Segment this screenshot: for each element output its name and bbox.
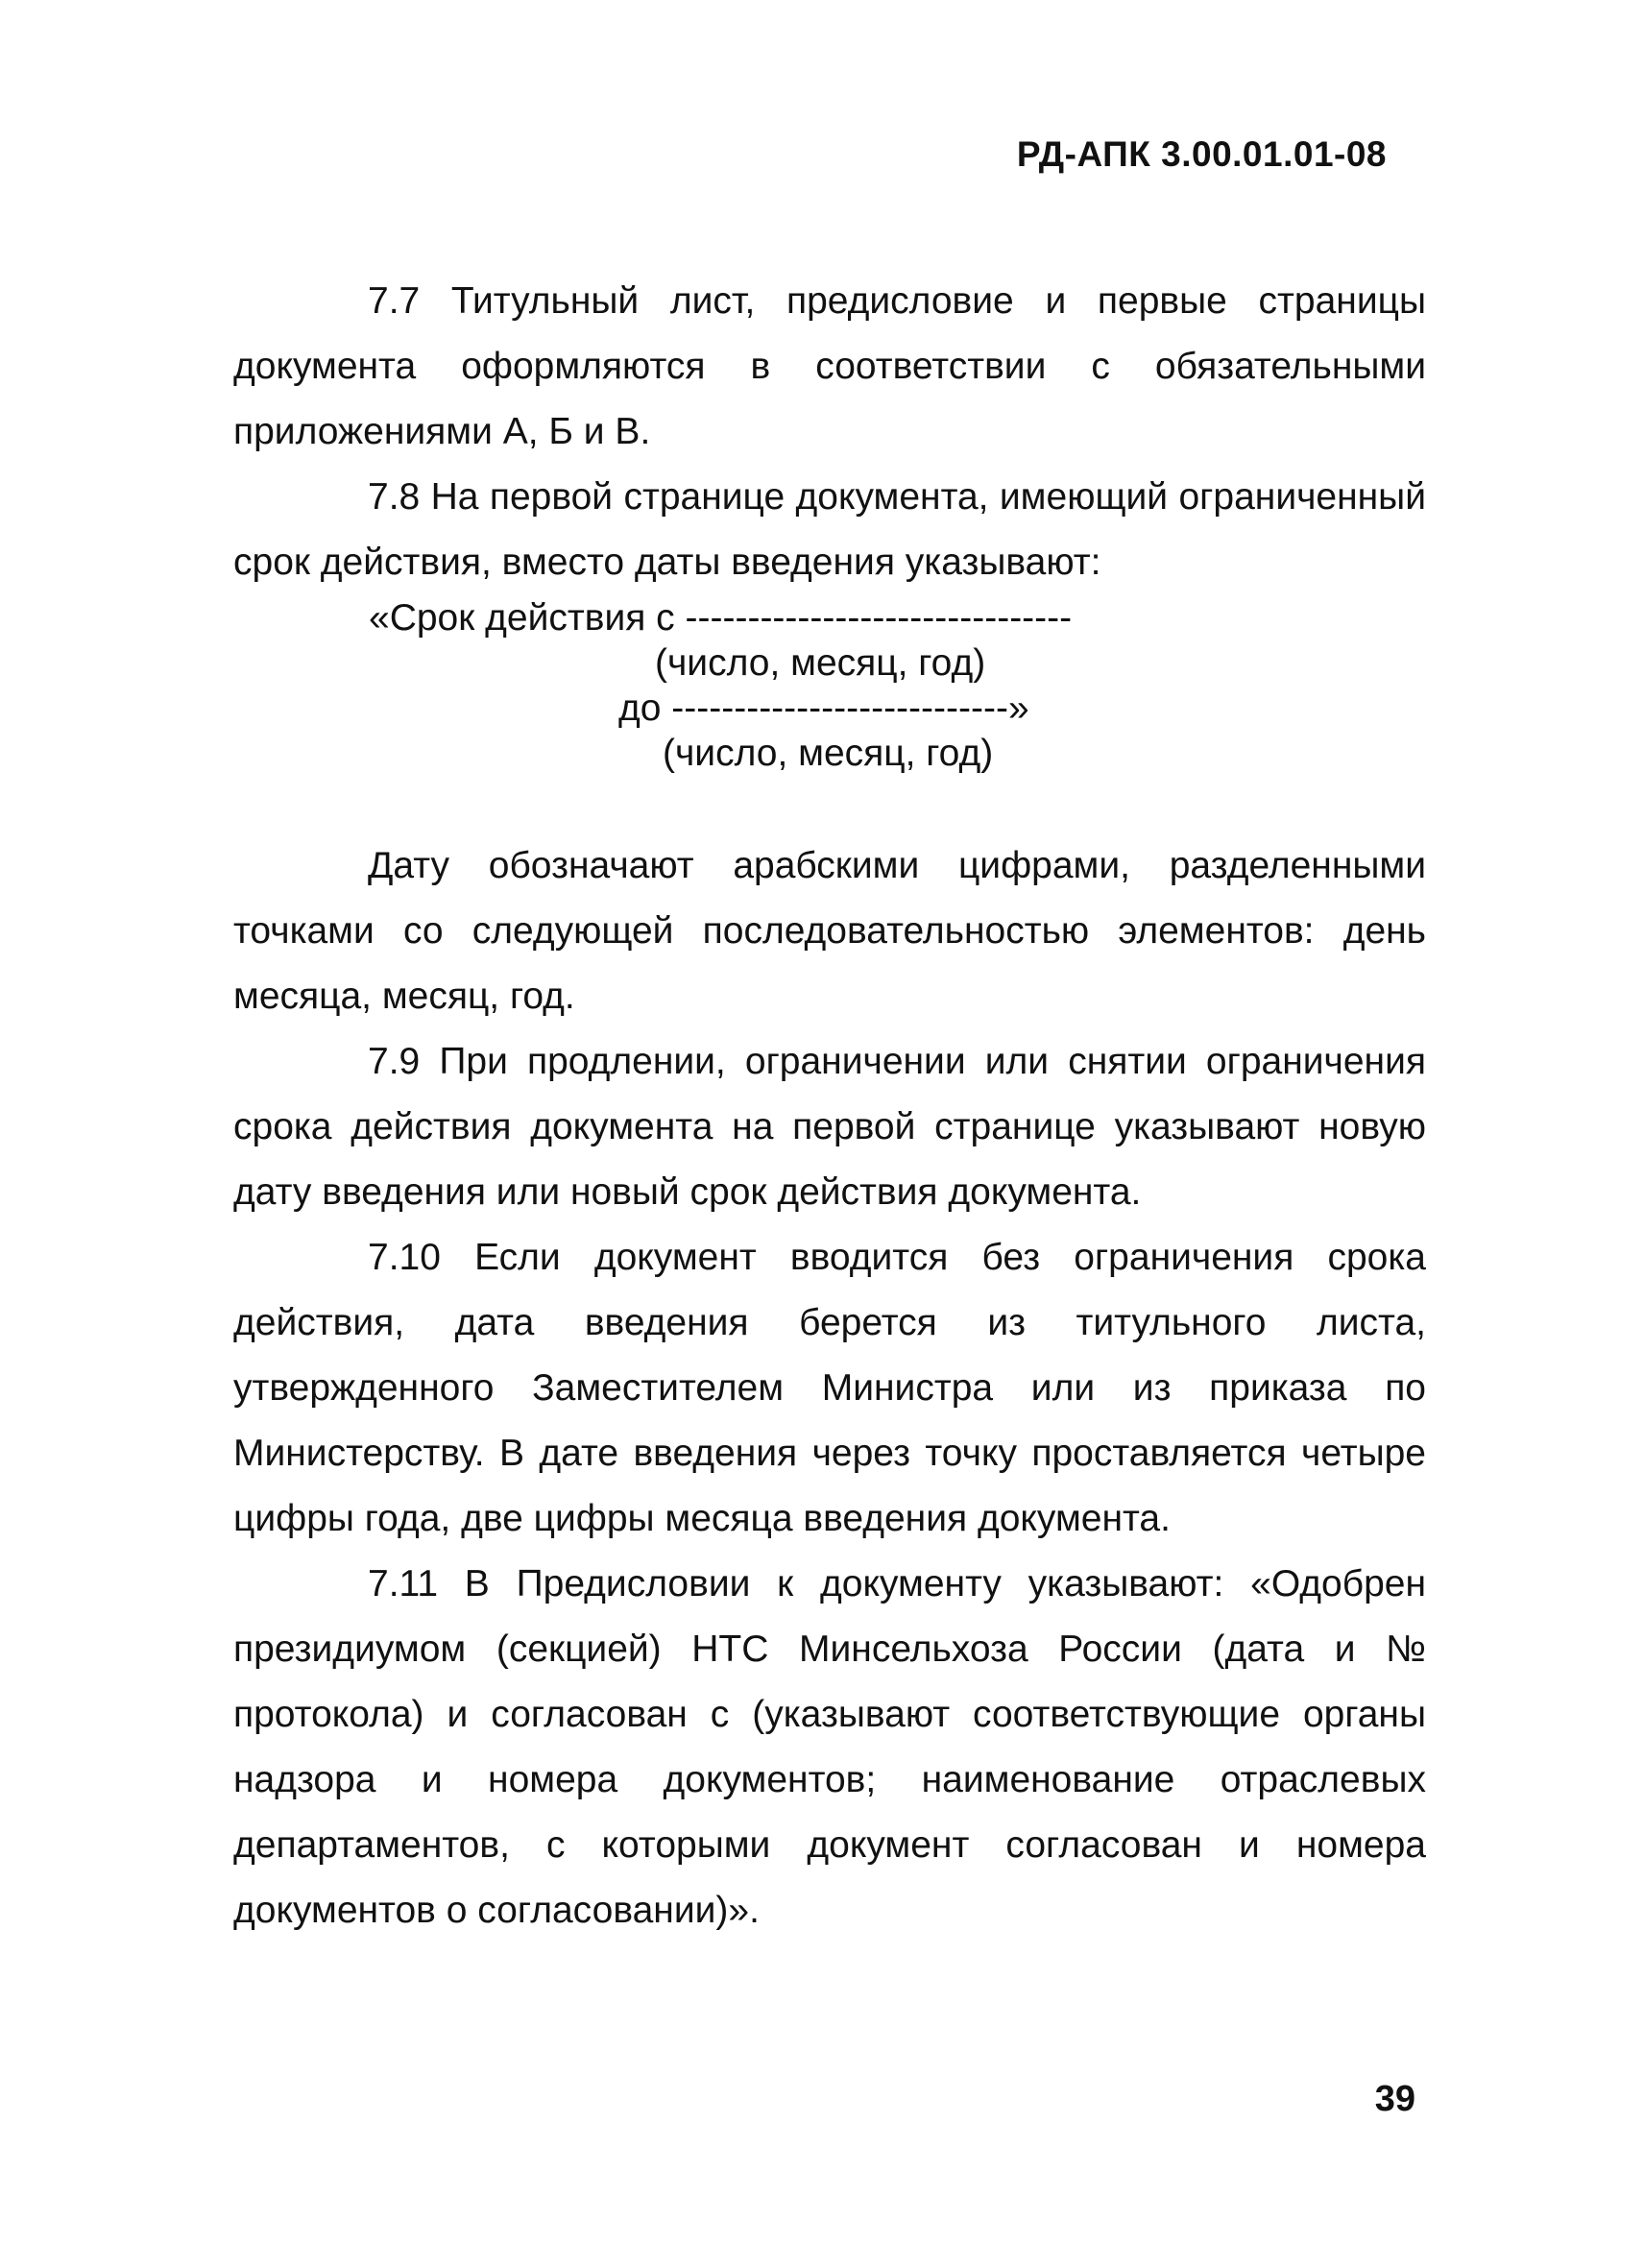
paragraph-7-10: 7.10 Если документ вводится без ограничения срока действия, дата введения берется из титульного листа, утвержденного Заместителем Министра или из приказа по Министерству. В дате введения через точку проставляется четыре цифры года, две цифры месяца введения документа. [233, 1237, 1426, 1539]
paragraph-date-format: Дату обозначают арабскими цифрами, разделенными точками со следующей последовательностью элементов: день месяца, месяц, год. [233, 845, 1426, 1017]
validity-from-note: (число, месяц, год) [655, 642, 986, 684]
paragraph-7-11: 7.11 В Предисловии к документу указывают: «Одобрен президиумом (секцией) НТС Минсельхоза России (дата и № протокола) и согласован с (указывают соответствующие органы надзора и номера документов; наименование отраслевых департаментов, с которыми документ согласован и номера документов о согласовании)». [233, 1563, 1426, 1931]
paragraph-7-8: 7.8 На первой странице документа, имеющий ограниченный срок действия, вместо даты введения указывают: [233, 476, 1426, 583]
paragraph-7-9: 7.9 При продлении, ограничении или снятии ограничения срока действия документа на первой странице указывают новую дату введения или новый срок действия документа. [233, 1041, 1426, 1213]
validity-from-line: «Срок действия с ------------------------------- [369, 597, 1073, 639]
text-block-bottom [233, 833, 1426, 1943]
validity-to-line: до ---------------------------» [618, 688, 1029, 729]
page-number: 39 [1374, 2079, 1415, 2119]
text-block-top [233, 269, 1426, 595]
document-code: РД-АПК 3.00.01.01-08 [1016, 134, 1387, 174]
paragraph-7-7: 7.7 Титульный лист, предисловие и первые страницы документа оформляются в соответствии с обязательными приложениями А, Б и В. [233, 280, 1426, 452]
validity-to-note: (число, месяц, год) [663, 733, 994, 774]
